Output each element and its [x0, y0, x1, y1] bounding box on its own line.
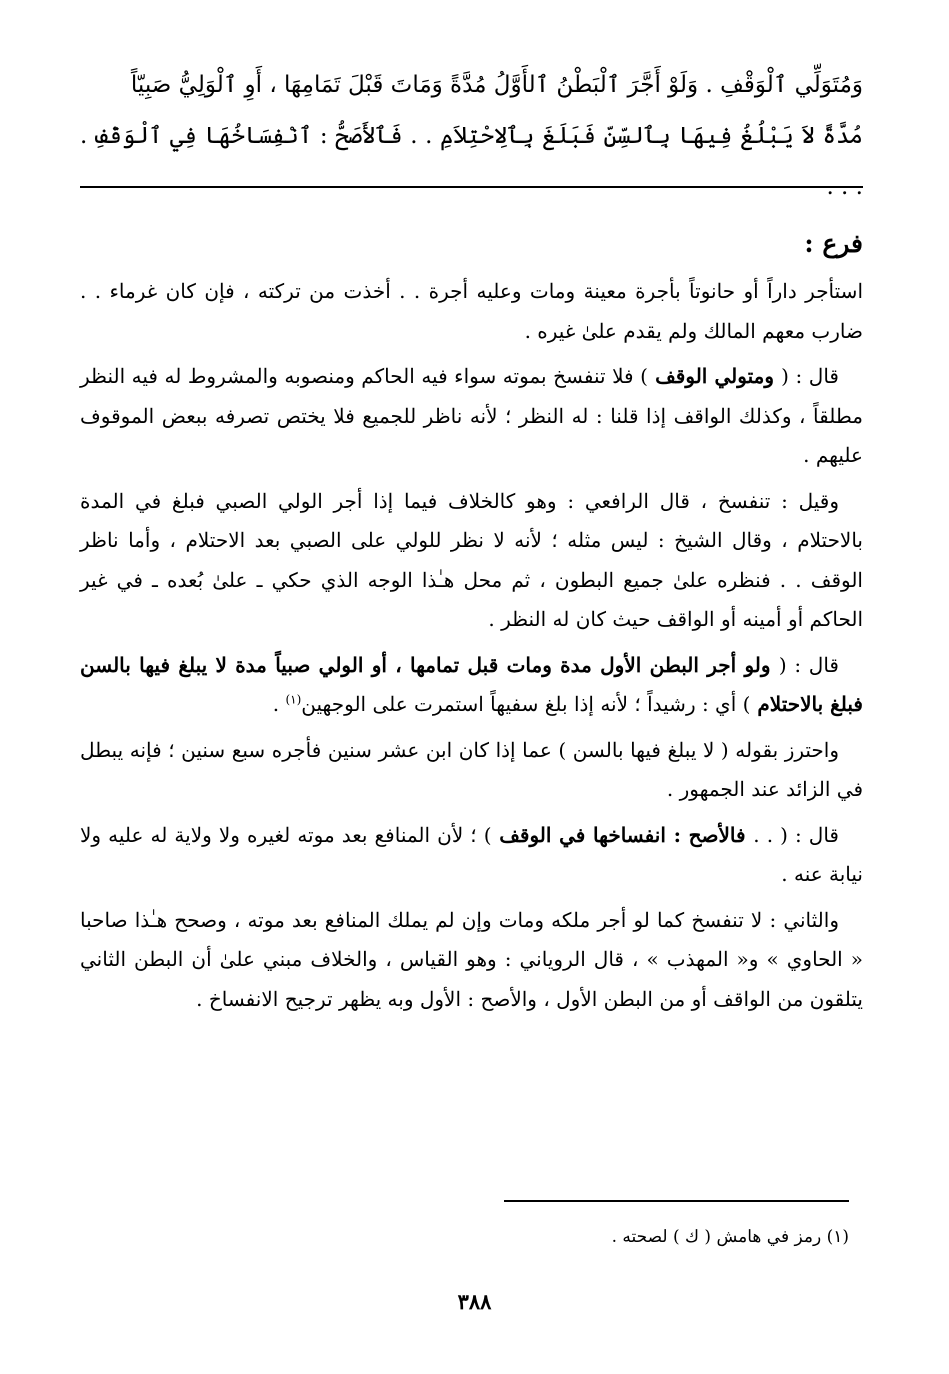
- paragraph-4-quote: ولو أجر البطن الأول مدة ومات قبل تمامها ، أو الولي صبياً مدة لا يبلغ فيها بالسن فبلغ بالاحتلام: [80, 652, 863, 716]
- paragraph-6-quote: فالأصح : انفساخها في الوقف: [491, 822, 754, 847]
- commentary-body: [80, 272, 863, 1025]
- matn-line-1: وَمُتَوَلِّي ٱلْوَقْفِ . وَلَوْ أَجَّرَ ٱلْبَطْنُ ٱلأَوَّلُ مُدَّةً وَمَاتَ قَبْلَ تَمَامِهَا ، أَوِ ٱلْوَلِيُّ صَبِيّاً: [130, 72, 863, 98]
- paragraph-3: وقيل : تنفسخ ، قال الرافعي : وهو كالخلاف فيما إذا أجر الولي الصبي فبلغ في المدة بالاحتلام ، وقال الشيخ : ليس مثله ؛ لأنه لا نظر للولي على الصبي بعد الاحتلام ، وأما ناظر الوقف . . فنظره علىٰ جميع البطون ، ثم محل هـٰذا الوجه الذي حكي ـ علىٰ بُعده ـ في غير الحاكم أو أمينه أو الواقف حيث كان له النظر .: [80, 488, 863, 631]
- footnote-reference: (١): [285, 692, 302, 707]
- paragraph-4-post: ) أي : رشيداً ؛ لأنه إذا بلغ سفيهاً استمرت على الوجهين: [301, 692, 751, 716]
- section-heading: فرع :: [804, 229, 863, 258]
- matn-divider: [80, 186, 863, 188]
- paragraph-2-post: ) فلا تنفسخ بموته سواء فيه الحاكم ومنصوبه والمشروط له فيه النظر مطلقاً ، وكذلك الواقف إذا قلنا : له النظر ؛ لأنه ناظر للجميع فلا يختص تصرفه ببعض الموقوف عليهم .: [80, 364, 863, 467]
- paragraph-6-pre: قال : ( . .: [753, 822, 839, 847]
- page-number: ٣٨٨: [457, 1289, 492, 1314]
- paragraph-4: [80, 646, 863, 725]
- paragraph-6: [80, 816, 863, 895]
- paragraph-2-quote: ومتولي الوقف: [647, 364, 782, 388]
- paragraph-4-pre: قال : (: [778, 652, 839, 677]
- paragraph-6-post: ) ؛ لأن المنافع بعد موته لغيره ولا ولاية له عليه ولا نيابة عنه .: [80, 822, 863, 886]
- paragraph-5: واحترز بقوله ( لا يبلغ فيها بالسن ) عما إذا كان ابن عشر سنين فأجره سبع سنين ؛ فإنه يبطل في الزائد عند الجمهور .: [80, 737, 863, 801]
- footnote: (١) رمز في هامش ( ك ) لصحته .: [611, 1227, 849, 1247]
- matn-line-2: مُدَّةً لاَ يَبْلُغُ فِيهَا بِٱلسِّنِّ فَبَلَغَ بِٱلِاحْتِلاَمِ . . فَٱلأَصَحُّ : ٱنْفِسَاخُهَا فِي ٱلْوَقْفِ . . . .: [80, 123, 863, 200]
- footnote-divider: [504, 1200, 849, 1202]
- matn-text: [80, 60, 863, 213]
- paragraph-7: والثاني : لا تنفسخ كما لو أجر ملكه ومات وإن لم يملك المنافع بعد موته ، وصحح هـٰذا صاحبا « الحاوي » و« المهذب » ، قال الروياني : وهو القياس ، والخلاف مبني علىٰ أن البطن الثاني يتلقون من الواقف أو من البطن الأول ، والأصح : الأول وبه يظهر ترجيح الانفساخ .: [80, 907, 863, 1011]
- paragraph-2-pre: قال : (: [781, 364, 839, 388]
- paragraph-1: استأجر داراً أو حانوتاً بأجرة معينة ومات وعليه أجرة . . أخذت من تركته ، فإن كان غرماء . . ضارب معهم المالك ولم يقدم علىٰ غيره .: [80, 279, 863, 343]
- paragraph-2: [80, 357, 863, 476]
- paragraph-4-end: .: [272, 692, 286, 716]
